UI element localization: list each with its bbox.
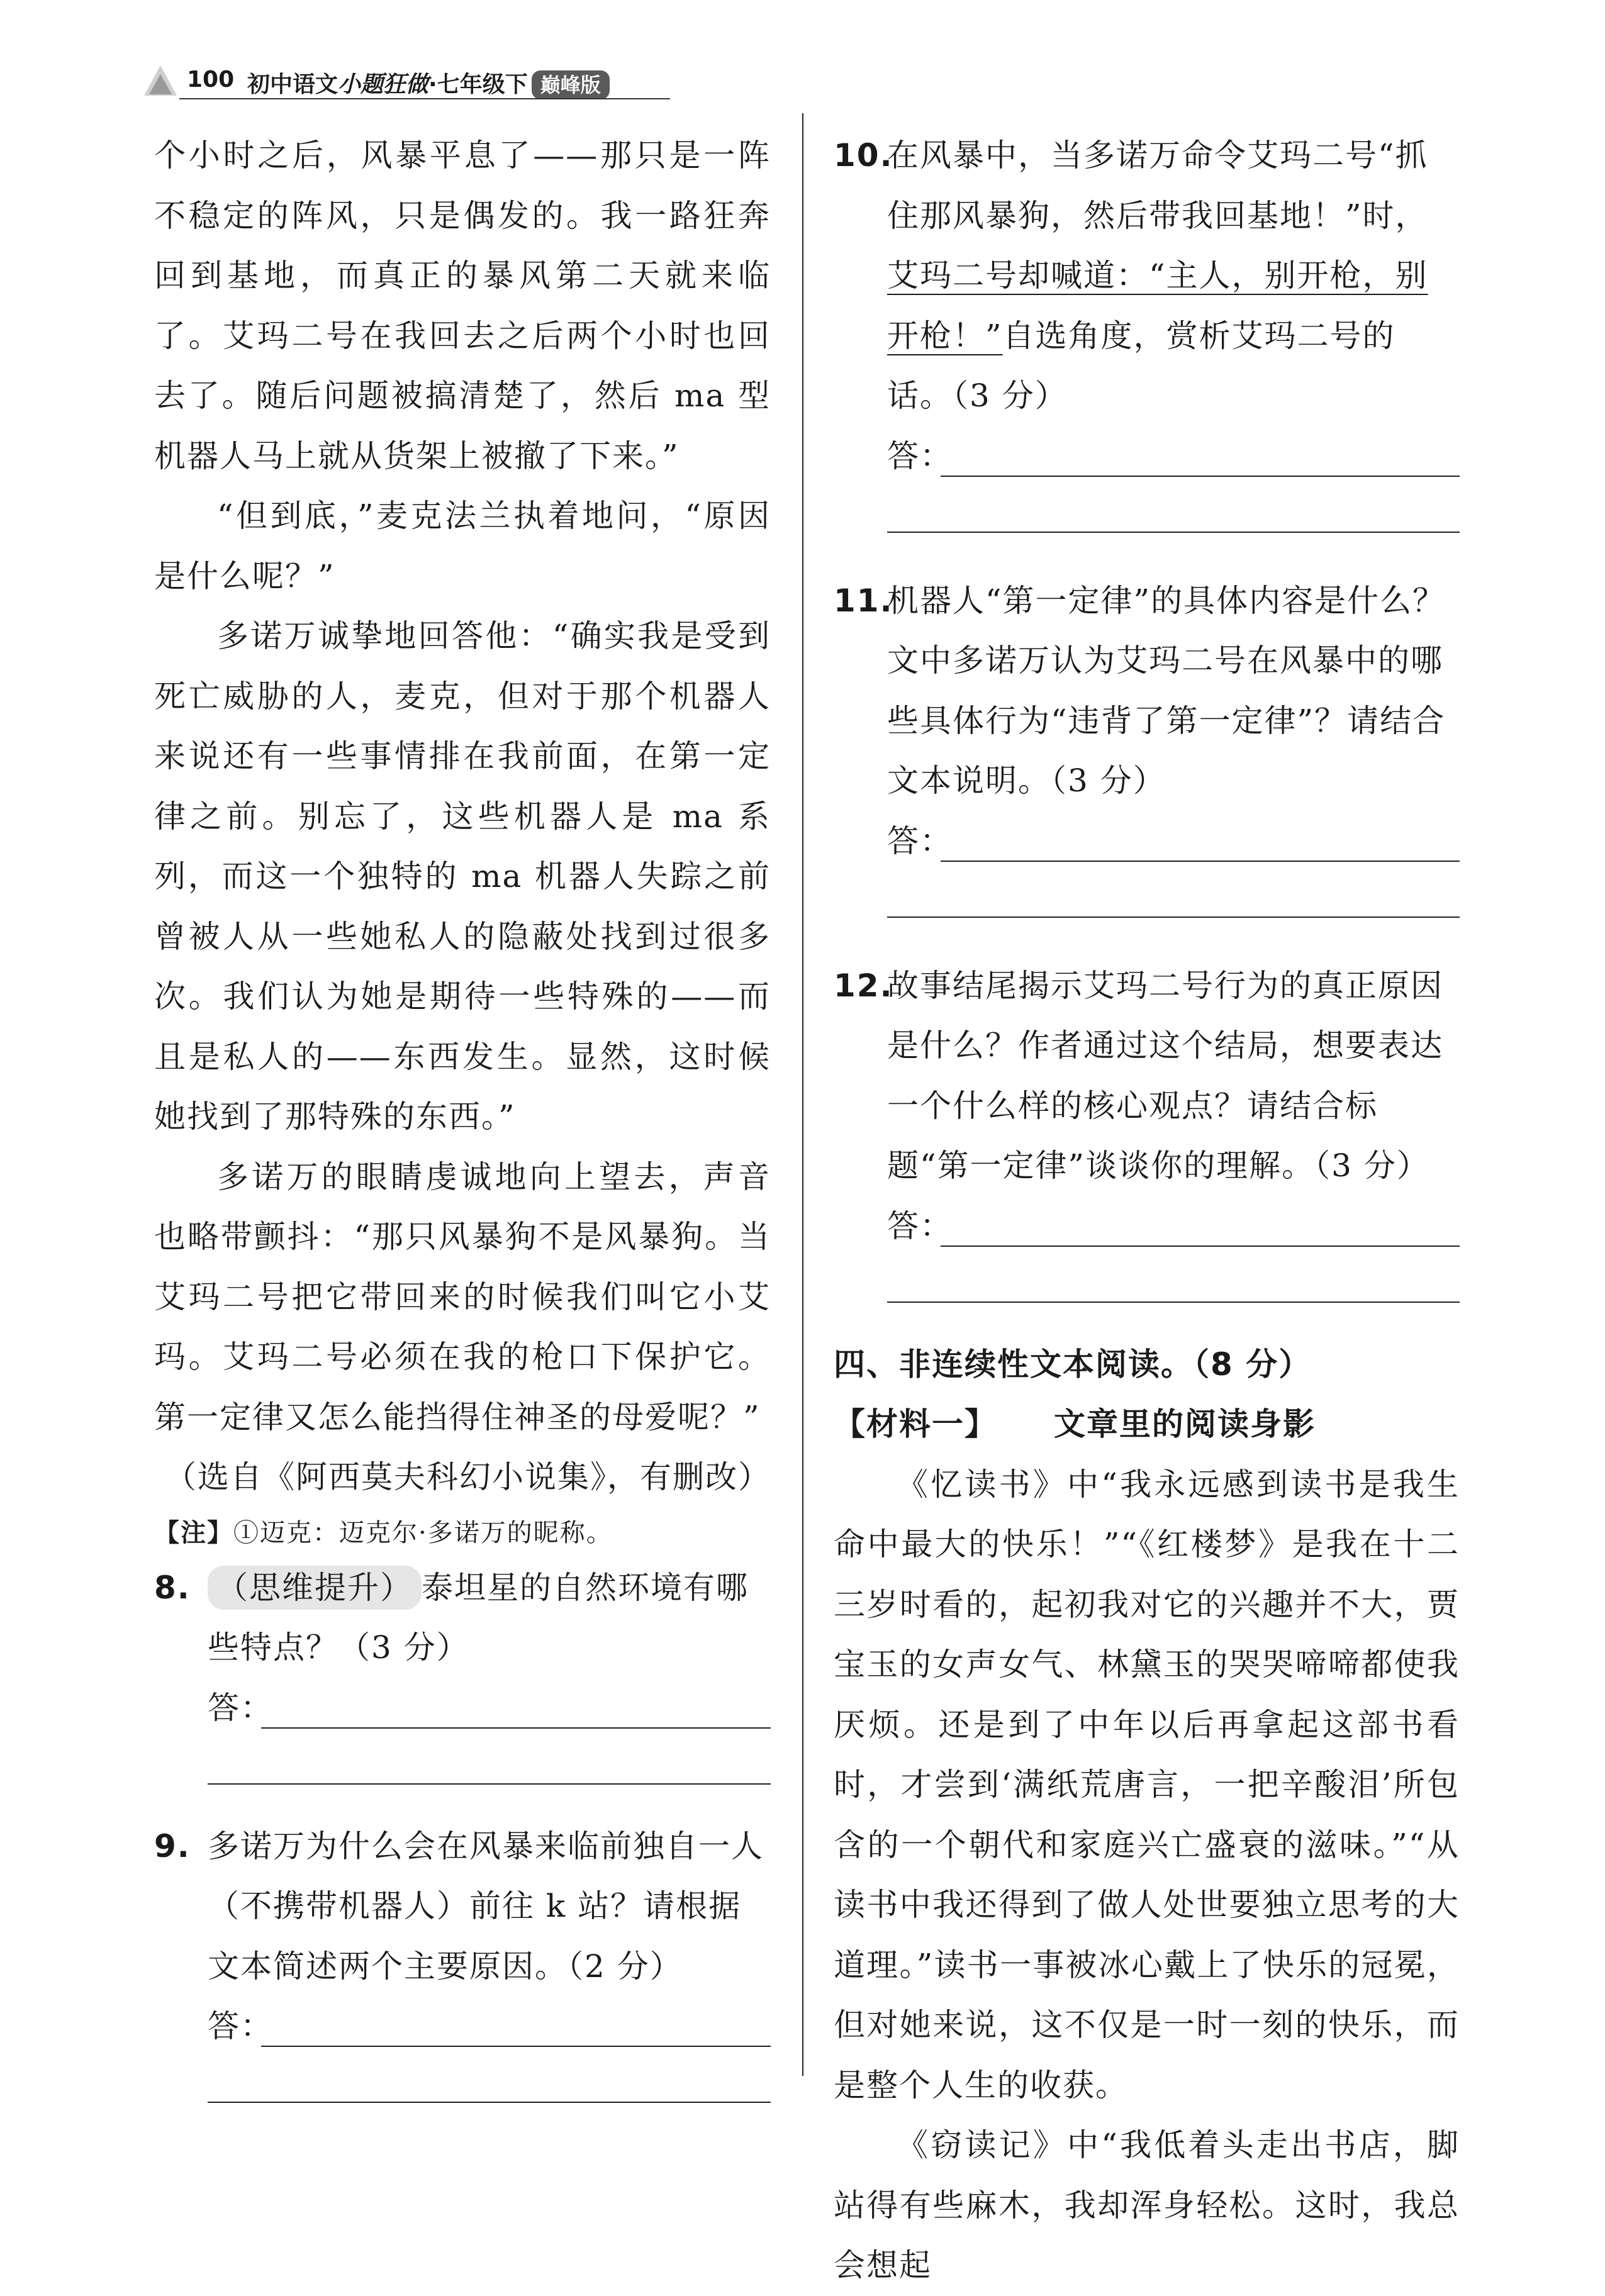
- edition-badge: 巅峰版: [532, 70, 610, 99]
- answer-field-9[interactable]: [154, 1997, 771, 2056]
- answer-blank-10[interactable]: [887, 486, 1460, 559]
- section-heading: 四、非连续性文本阅读。（8 分）: [834, 1346, 1312, 1383]
- brand-logo: 小题狂做: [338, 72, 429, 98]
- answer-line: [887, 532, 1460, 533]
- page-number: 100: [187, 67, 235, 92]
- question-9: [154, 1817, 771, 1997]
- question-number: 9.: [154, 1827, 191, 1864]
- question-text-tail: 自选角度，赏析艾玛二号的话。（3 分）: [887, 317, 1395, 414]
- story-paragraph: “但到底，”麦克法兰执着地问，“原因是什么呢？”: [154, 498, 771, 594]
- answer-line: [941, 861, 1460, 862]
- note-label: 【注】: [154, 1518, 233, 1547]
- answer-label: 答：: [887, 1207, 953, 1244]
- question-8: [154, 1558, 771, 1678]
- answer-blank-11[interactable]: [887, 871, 1460, 944]
- page-header: [142, 63, 645, 98]
- story-paragraph: 多诺万诚挚地回答他：“确实我是受到死亡威胁的人，麦克，但对于那个机器人来说还有一些事情排在我前面，在第一定律之前。别忘了，这些机器人是 ma 系列，而这一个独特的 ma 机器人失踪之前曾被人从一些她私人的隐蔽处找到过很多次。我们认为她是期待一些特殊的——而且是私人的——东西发生。显然，这时候她找到了那特殊的东西。”: [154, 618, 771, 1135]
- answer-line: [887, 1301, 1460, 1303]
- right-column: [834, 126, 1460, 2296]
- answer-line: [208, 2102, 771, 2103]
- header-separator: ·: [428, 72, 437, 98]
- answer-label: 答：: [208, 1689, 273, 1726]
- thinking-tag: （思维提升）: [208, 1566, 422, 1610]
- answer-label: 答：: [208, 2008, 273, 2044]
- header-rule: [179, 98, 670, 99]
- note-text: ①迈克：迈克尔·多诺万的昵称。: [233, 1518, 613, 1547]
- tag-label: 思维提升: [249, 1569, 380, 1606]
- question-number: 12.: [834, 967, 893, 1004]
- material-heading: [834, 1395, 1460, 1455]
- material-paragraph: 《窃读记》中“我低着头走出书店，脚站得有些麻木，我却浑身轻松。这时，我总会想起: [834, 2127, 1460, 2283]
- question-11: [834, 571, 1460, 811]
- answer-blank-12[interactable]: [887, 1256, 1460, 1329]
- grade-label: 七年级下: [437, 72, 528, 98]
- question-text: 在风暴中，当多诺万命令艾玛二号“抓住那风暴狗，然后带我回基地！”时，: [887, 137, 1428, 234]
- question-number: 8.: [154, 1569, 191, 1606]
- answer-label: 答：: [887, 822, 953, 859]
- question-text: 泰坦星的自然环境有哪些特点？（3 分）: [208, 1569, 749, 1666]
- answer-field-8[interactable]: [154, 1678, 771, 1738]
- triangle-logo-icon: [142, 63, 179, 101]
- question-number: 10.: [834, 137, 893, 174]
- story-paragraph: 个小时之后，风暴平息了——那只是一阵不稳定的阵风，只是偶发的。我一路狂奔回到基地，而真正的暴风第二天就来临了。艾玛二号在我回去之后两个小时也回去了。随后问题被搞清楚了，然后 ma 型机器人马上就从货架上被撤了下来。”: [154, 137, 771, 474]
- answer-field-11[interactable]: [834, 811, 1460, 871]
- answer-line: [941, 476, 1460, 477]
- answer-field-12[interactable]: [834, 1196, 1460, 1256]
- question-12: [834, 956, 1460, 1196]
- material-paragraph: 《忆读书》中“我永远感到读书是我生命中最大的快乐！”“《红楼梦》是我在十二三岁时看的，起初我对它的兴趣并不大，贾宝玉的女声女气、林黛玉的哭哭啼啼都使我厌烦。还是到了中年以后再拿起这部书看时，才尝到‘满纸荒唐言，一把辛酸泪’所包含的一个朝代和家庭兴亡盛衰的滋味。”“从读书中我还得到了做人处世要独立思考的大道理。”读书一事被冰心戴上了快乐的冠冕，但对她来说，这不仅是一时一刻的快乐，而是整个人生的收获。: [834, 1466, 1460, 2104]
- answer-field-10[interactable]: [834, 426, 1460, 486]
- answer-blank-9[interactable]: [208, 2056, 771, 2129]
- left-column: [154, 126, 771, 2129]
- source-citation: （选自《阿西莫夫科幻小说集》，有删改）: [165, 1459, 771, 1495]
- underlined-quote: 艾玛二号却喊道：“主人，别开枪，别开枪！”: [887, 257, 1428, 354]
- answer-line: [887, 917, 1460, 918]
- column-divider: [802, 113, 803, 2076]
- question-number: 11.: [834, 582, 893, 619]
- subject-label: 初中语文: [247, 72, 338, 98]
- answer-line: [208, 1783, 771, 1785]
- story-paragraph: 多诺万的眼睛虔诚地向上望去，声音也略带颤抖：“那只风暴狗不是风暴狗。当艾玛二号把它带回来的时候我们叫它小艾玛。艾玛二号必须在我的枪口下保护它。第一定律又怎么能挡得住神圣的母爱呢？”: [154, 1158, 771, 1435]
- header-title: [247, 67, 610, 99]
- answer-label: 答：: [887, 437, 953, 474]
- question-text: 多诺万为什么会在风暴来临前独自一人（不携带机器人）前往 k 站？请根据文本简述两个主要原因。（2 分）: [208, 1827, 764, 1985]
- answer-line: [261, 2046, 771, 2047]
- footnote: [154, 1508, 771, 1558]
- material-title: 文章里的阅读身影: [1054, 1406, 1316, 1442]
- answer-blank-8[interactable]: [208, 1738, 771, 1810]
- answer-line: [941, 1246, 1460, 1247]
- question-text: 机器人“第一定律”的具体内容是什么？文中多诺万认为艾玛二号在风暴中的哪些具体行为“违背了第一定律”？请结合文本说明。（3 分）: [887, 582, 1446, 799]
- material-label: 【材料一】: [834, 1406, 997, 1442]
- answer-line: [261, 1727, 771, 1729]
- question-10: [834, 126, 1460, 426]
- question-text: 故事结尾揭示艾玛二号行为的真正原因是什么？作者通过这个结局，想要表达一个什么样的核心观点？请结合标题“第一定律”谈谈你的理解。（3 分）: [887, 967, 1443, 1184]
